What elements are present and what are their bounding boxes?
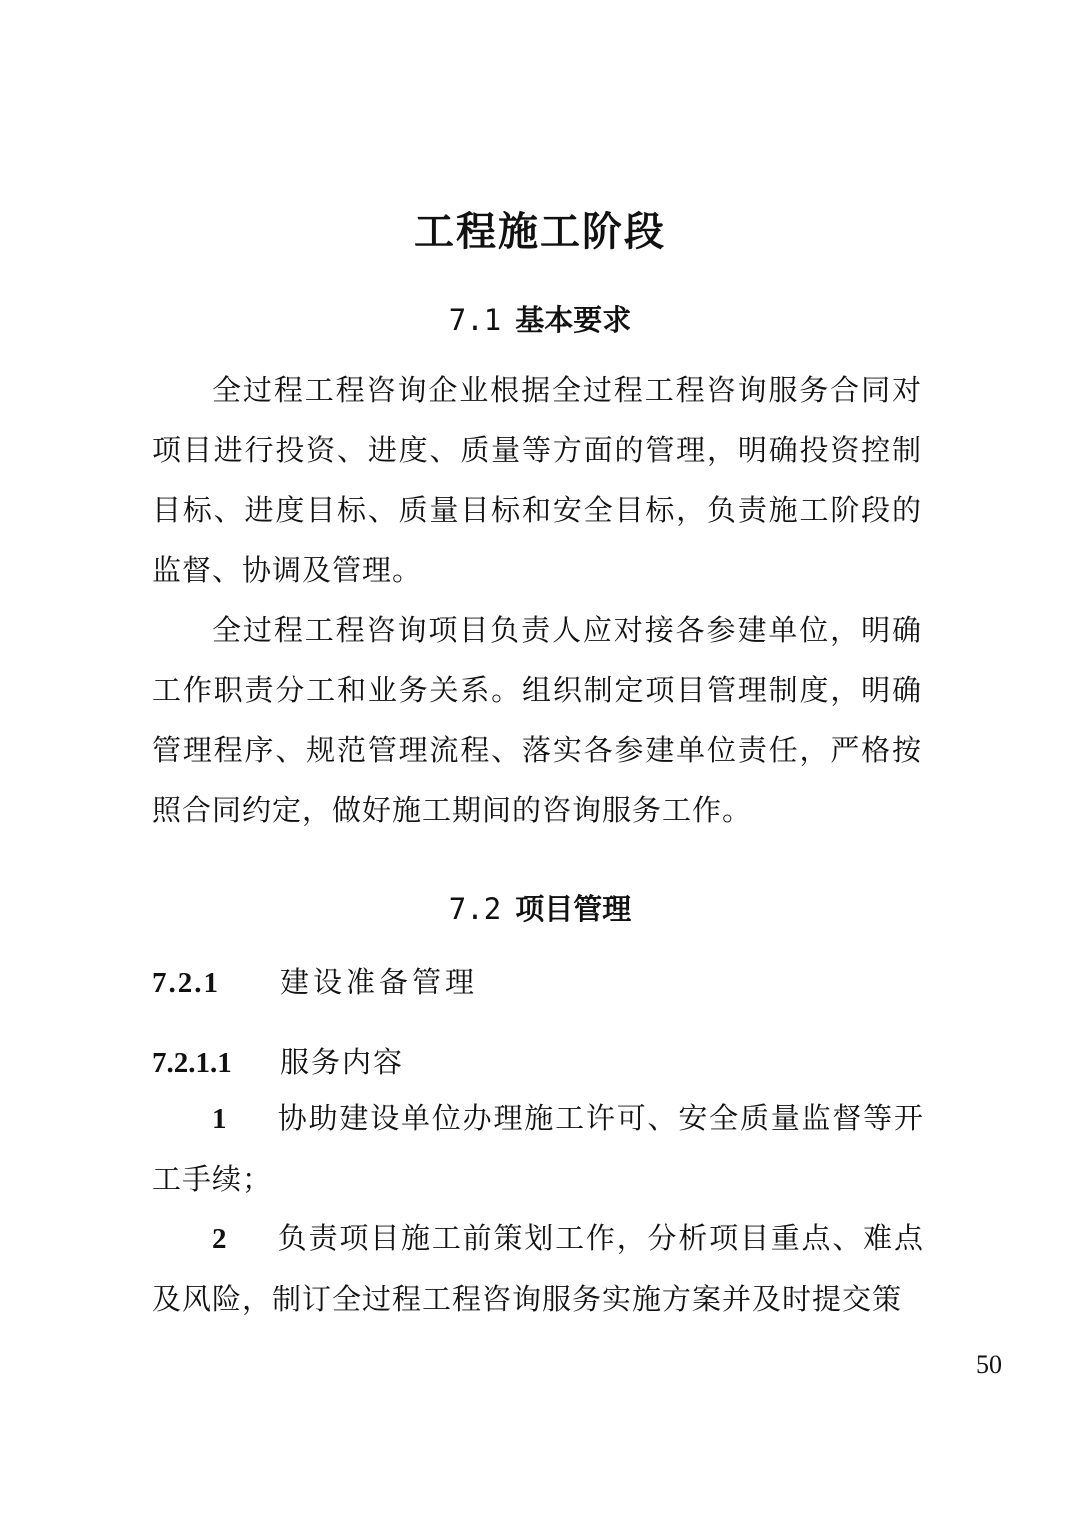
section-title: 基本要求 — [515, 303, 632, 337]
list-item — [152, 1208, 924, 1329]
list-item-number: 2 — [212, 1223, 228, 1255]
subsection-title: 服务内容 — [280, 1045, 405, 1079]
paragraph: 全过程工程咨询项目负责人应对接各参建单位，明确工作职责分工和业务关系。组织制定项目管理制度，明确管理程序、规范管理流程、落实各参建单位责任，严格按照合同约定，做好施工期间的咨询服务工作。 — [152, 613, 922, 827]
section-heading-7-1 — [0, 298, 1080, 339]
page-title: 工程施工阶段 — [414, 209, 666, 255]
list-item-text: 负责项目施工前策划工作，分析项目重点、难点及风险，制订全过程工程咨询服务实施方案并及时提交策 — [152, 1221, 924, 1316]
section-heading-7-2 — [0, 887, 1080, 928]
list-item-text: 协助建设单位办理施工许可、安全质量监督等开工手续； — [152, 1101, 924, 1196]
subsection-number: 7.2.1.1 — [152, 1047, 232, 1079]
section-number: 7.1 — [448, 303, 502, 337]
subsection-heading-7-2-1 — [152, 960, 922, 1001]
subsection-number: 7.2.1 — [152, 967, 220, 999]
section-number: 7.2 — [448, 892, 502, 926]
list-item — [152, 1088, 924, 1209]
list-item-number: 1 — [212, 1103, 228, 1135]
subsection-heading-7-2-1-1 — [152, 1040, 922, 1081]
section-title: 项目管理 — [515, 892, 632, 926]
subsection-title: 建设准备管理 — [280, 965, 479, 999]
page-number: 50 — [976, 1350, 1002, 1379]
paragraph: 全过程工程咨询企业根据全过程工程咨询服务合同对项目进行投资、进度、质量等方面的管理，明确投资控制目标、进度目标、质量目标和安全目标，负责施工阶段的监督、协调及管理。 — [152, 373, 922, 587]
